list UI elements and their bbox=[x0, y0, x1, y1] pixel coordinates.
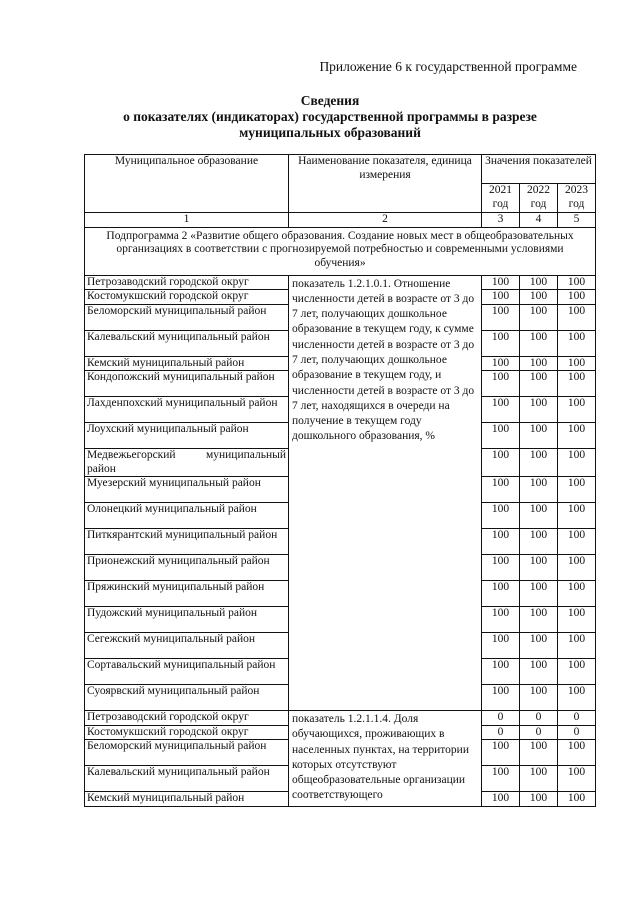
value-2022: 100 bbox=[520, 449, 558, 477]
value-2021: 100 bbox=[482, 330, 520, 356]
value-2021: 100 bbox=[482, 397, 520, 423]
value-2021: 100 bbox=[482, 766, 520, 792]
title-line-1: Сведения bbox=[300, 93, 360, 108]
value-2021: 0 bbox=[482, 711, 520, 726]
value-2022: 100 bbox=[520, 607, 558, 633]
value-2023: 100 bbox=[558, 371, 596, 397]
value-2021: 100 bbox=[482, 503, 520, 529]
document-title bbox=[60, 93, 600, 141]
value-2021: 100 bbox=[482, 740, 520, 766]
value-2022: 100 bbox=[520, 371, 558, 397]
value-2021: 100 bbox=[482, 555, 520, 581]
value-2023: 100 bbox=[558, 304, 596, 330]
value-2023: 100 bbox=[558, 290, 596, 305]
col-number-2: 2 bbox=[289, 213, 482, 228]
value-2023: 100 bbox=[558, 792, 596, 807]
municipality-name: Петрозаводский городской округ bbox=[85, 275, 289, 290]
municipality-name: Пряжинский муниципальный район bbox=[85, 581, 289, 607]
value-2021: 100 bbox=[482, 423, 520, 449]
value-2022: 100 bbox=[520, 555, 558, 581]
municipality-name: Лахденпохский муниципальный район bbox=[85, 397, 289, 423]
col-number-1: 1 bbox=[85, 213, 289, 228]
value-2023: 100 bbox=[558, 275, 596, 290]
value-2023: 100 bbox=[558, 477, 596, 503]
municipality-name: Сортавальский муниципальный район bbox=[85, 659, 289, 685]
municipality-name: Суоярвский муниципальный район bbox=[85, 685, 289, 711]
value-2021: 100 bbox=[482, 371, 520, 397]
value-2022: 100 bbox=[520, 503, 558, 529]
value-2023: 0 bbox=[558, 725, 596, 740]
value-2021: 100 bbox=[482, 449, 520, 477]
municipality-name: Беломорский муниципальный район bbox=[85, 304, 289, 330]
value-2021: 100 bbox=[482, 290, 520, 305]
header-indicator: Наименование показателя, единица измерения bbox=[289, 155, 482, 213]
header-year-2021: 2021 год bbox=[482, 184, 520, 213]
header-year-2023: 2023 год bbox=[558, 184, 596, 213]
municipality-name: Пудожский муниципальный район bbox=[85, 607, 289, 633]
value-2022: 100 bbox=[520, 740, 558, 766]
value-2022: 100 bbox=[520, 581, 558, 607]
value-2021: 100 bbox=[482, 529, 520, 555]
indicator-name: показатель 1.2.1.1.4. Доля обучающихся, проживающих в населенных пунктах, на территории которых отсутствуют общеобразовательные организации соответствующего bbox=[289, 711, 482, 807]
value-2022: 100 bbox=[520, 685, 558, 711]
table-row bbox=[85, 711, 596, 726]
municipality-name: Кемский муниципальный район bbox=[85, 356, 289, 371]
value-2022: 100 bbox=[520, 659, 558, 685]
municipality-name: Муезерский муниципальный район bbox=[85, 477, 289, 503]
header-year-2022: 2022 год bbox=[520, 184, 558, 213]
indicator-name: показатель 1.2.1.0.1. Отношение численности детей в возрасте от 3 до 7 лет, получающих дошкольное образование в текущем году, к сумме численности детей в возрасте от 3 до 7 лет, получающих дошкольное образование в текущем году, и численности детей в возрасте от 3 до 7 лет, находящихся в очереди на получение в текущем году дошкольного образования, % bbox=[289, 275, 482, 711]
municipality-name: Олонецкий муниципальный район bbox=[85, 503, 289, 529]
municipality-name: Кондопожский муниципальный район bbox=[85, 371, 289, 397]
value-2023: 100 bbox=[558, 397, 596, 423]
municipality-name: Прионежский муниципальный район bbox=[85, 555, 289, 581]
value-2023: 100 bbox=[558, 659, 596, 685]
col-number-3: 3 bbox=[482, 213, 520, 228]
municipality-name: Калевальский муниципальный район bbox=[85, 330, 289, 356]
municipality-name: Питкярантский муниципальный район bbox=[85, 529, 289, 555]
value-2023: 100 bbox=[558, 633, 596, 659]
value-2021: 100 bbox=[482, 792, 520, 807]
value-2022: 100 bbox=[520, 529, 558, 555]
value-2023: 100 bbox=[558, 330, 596, 356]
value-2022: 0 bbox=[520, 725, 558, 740]
value-2023: 0 bbox=[558, 711, 596, 726]
municipality-name: Костомукшский городской округ bbox=[85, 725, 289, 740]
value-2023: 100 bbox=[558, 766, 596, 792]
value-2022: 100 bbox=[520, 477, 558, 503]
value-2021: 100 bbox=[482, 477, 520, 503]
value-2023: 100 bbox=[558, 529, 596, 555]
value-2023: 100 bbox=[558, 555, 596, 581]
value-2023: 100 bbox=[558, 581, 596, 607]
col-number-5: 5 bbox=[558, 213, 596, 228]
value-2023: 100 bbox=[558, 356, 596, 371]
title-line-3: муниципальных образований bbox=[239, 125, 421, 140]
value-2022: 100 bbox=[520, 275, 558, 290]
value-2022: 100 bbox=[520, 330, 558, 356]
title-line-2: о показателях (индикаторах) государственной программы в разрезе bbox=[123, 109, 537, 124]
value-2021: 100 bbox=[482, 633, 520, 659]
value-2022: 100 bbox=[520, 792, 558, 807]
value-2022: 0 bbox=[520, 711, 558, 726]
value-2022: 100 bbox=[520, 290, 558, 305]
value-2021: 100 bbox=[482, 685, 520, 711]
value-2021: 100 bbox=[482, 275, 520, 290]
header-values: Значения показателей bbox=[482, 155, 596, 184]
municipality-name: Костомукшский городской округ bbox=[85, 290, 289, 305]
municipality-name: Сегежский муниципальный район bbox=[85, 633, 289, 659]
municipality-name: Кемский муниципальный район bbox=[85, 792, 289, 807]
value-2023: 100 bbox=[558, 740, 596, 766]
value-2023: 100 bbox=[558, 503, 596, 529]
value-2021: 100 bbox=[482, 659, 520, 685]
indicators-table bbox=[84, 154, 596, 807]
municipality-name: Калевальский муниципальный район bbox=[85, 766, 289, 792]
municipality-name: Медвежьегорский муниципальный район bbox=[85, 449, 289, 477]
subprogram-title: Подпрограмма 2 «Развитие общего образования. Создание новых мест в общеобразовательных организациях в соответствии с прогнозируемой потребностью и современными условиями обучения» bbox=[85, 227, 596, 275]
header-municipality: Муниципальное образование bbox=[85, 155, 289, 213]
value-2023: 100 bbox=[558, 449, 596, 477]
value-2022: 100 bbox=[520, 633, 558, 659]
table-row bbox=[85, 275, 596, 290]
value-2022: 100 bbox=[520, 397, 558, 423]
municipality-name: Беломорский муниципальный район bbox=[85, 740, 289, 766]
value-2022: 100 bbox=[520, 766, 558, 792]
col-number-4: 4 bbox=[520, 213, 558, 228]
value-2022: 100 bbox=[520, 304, 558, 330]
value-2021: 100 bbox=[482, 356, 520, 371]
appendix-note: Приложение 6 к государственной программе bbox=[319, 59, 577, 74]
municipality-name: Лоухский муниципальный район bbox=[85, 423, 289, 449]
value-2023: 100 bbox=[558, 607, 596, 633]
value-2021: 100 bbox=[482, 304, 520, 330]
value-2021: 100 bbox=[482, 581, 520, 607]
value-2022: 100 bbox=[520, 356, 558, 371]
value-2023: 100 bbox=[558, 423, 596, 449]
value-2022: 100 bbox=[520, 423, 558, 449]
value-2021: 100 bbox=[482, 607, 520, 633]
municipality-name: Петрозаводский городской округ bbox=[85, 711, 289, 726]
value-2021: 0 bbox=[482, 725, 520, 740]
value-2023: 100 bbox=[558, 685, 596, 711]
